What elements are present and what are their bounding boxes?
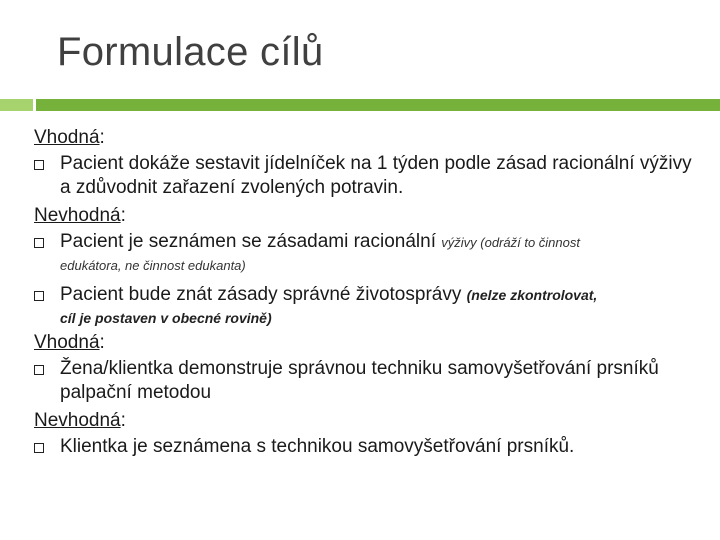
checkbox-bullet-icon <box>34 238 44 248</box>
section-label: Nevhodná <box>34 205 121 226</box>
section-heading-suitable <box>34 126 704 150</box>
item-note-continued: cíl je postaven v obecné rovině) <box>60 310 272 326</box>
checkbox-bullet-icon <box>34 365 44 375</box>
list-item <box>34 357 704 405</box>
item-text: Pacient bude znát zásady správné životosprávy <box>60 284 467 305</box>
section-heading-unsuitable <box>34 409 704 433</box>
item-text: Klientka je seznámena s technikou samovyšetřování prsníků. <box>60 436 575 457</box>
item-note: (nelze zkontrolovat, <box>466 287 598 303</box>
section-label: Vhodná <box>34 127 100 148</box>
item-text: Žena/klientka demonstruje správnou techniku samovyšetřování prsníků palpační metodou <box>60 358 659 403</box>
list-item <box>34 435 704 459</box>
title-divider <box>36 99 720 111</box>
section-label-colon: : <box>99 127 105 148</box>
slide-content <box>34 122 704 459</box>
section-label: Nevhodná <box>34 410 121 431</box>
section-label: Vhodná <box>34 332 100 353</box>
section-heading-suitable <box>34 331 704 355</box>
list-item <box>34 283 704 327</box>
item-note-continued: edukátora, ne činnost edukanta) <box>60 258 246 273</box>
checkbox-bullet-icon <box>34 160 44 170</box>
item-text: Pacient dokáže sestavit jídelníček na 1 týden podle zásad racionální výživy a zdůvodnit zařazení zvolených potravin. <box>60 153 692 198</box>
slide-title: Formulace cílů <box>57 30 324 74</box>
checkbox-bullet-icon <box>34 443 44 453</box>
section-label-colon: : <box>99 332 105 353</box>
item-note: výživy (odráží to činnost <box>441 235 580 250</box>
item-text: Pacient je seznámen se zásadami racionální <box>60 231 442 252</box>
section-heading-unsuitable <box>34 204 704 228</box>
list-item <box>34 152 704 200</box>
title-divider-left <box>0 99 33 111</box>
checkbox-bullet-icon <box>34 291 44 301</box>
section-label-colon: : <box>120 410 126 431</box>
section-label-colon: : <box>120 205 126 226</box>
list-item <box>34 230 704 275</box>
